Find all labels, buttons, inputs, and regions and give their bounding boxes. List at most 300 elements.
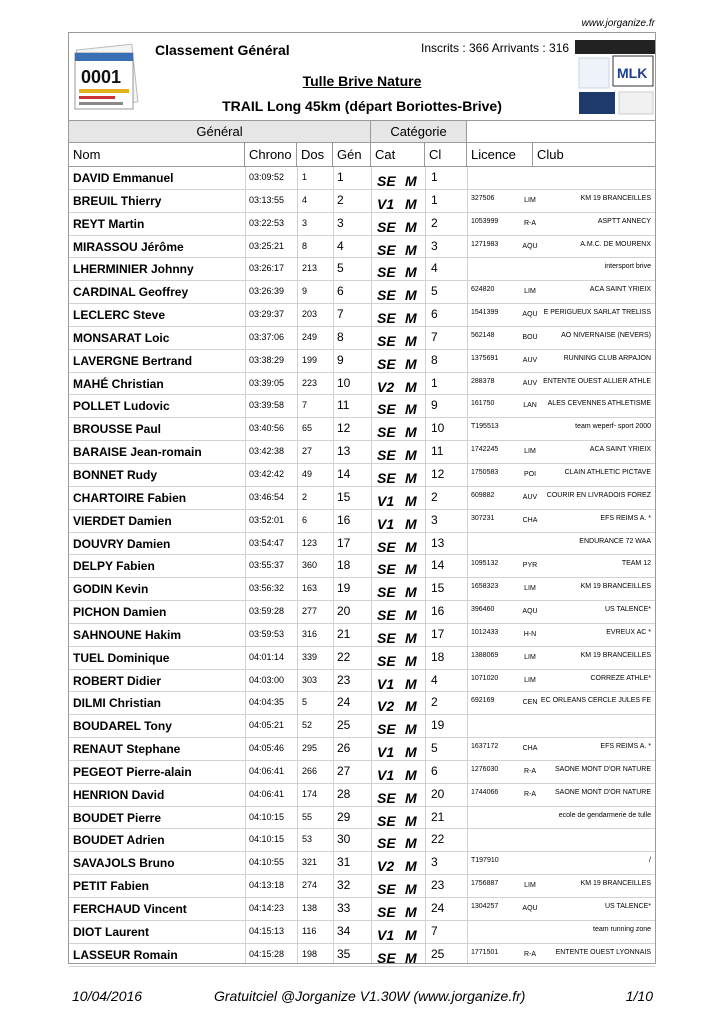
overall-rank: 30	[337, 832, 351, 847]
overall-rank: 32	[337, 878, 351, 893]
table-row	[69, 921, 655, 944]
finish-time: 03:56:32	[249, 583, 285, 594]
col-club: Club	[537, 147, 564, 162]
runner-name: LHERMINIER Johnny	[73, 262, 194, 277]
bib-number: 277	[302, 606, 318, 617]
sex: M	[405, 492, 417, 509]
league: PYR	[522, 562, 538, 570]
club-name: COURIR EN LIVRADOIS FOREZ	[546, 491, 651, 499]
category: SE	[377, 629, 396, 646]
sex: M	[405, 447, 417, 464]
category: SE	[377, 173, 396, 189]
sex: M	[405, 698, 417, 715]
sex: M	[405, 469, 417, 486]
sex: M	[405, 904, 417, 920]
category-rank: 21	[431, 809, 445, 824]
table-row	[69, 213, 655, 236]
sex: M	[405, 287, 417, 304]
category: V1	[377, 675, 395, 692]
licence-number: 1095132	[471, 560, 499, 568]
licence-number: T197910	[471, 857, 499, 865]
league: LIM	[524, 448, 536, 456]
sex: M	[405, 652, 417, 669]
finish-time: 04:10:15	[249, 834, 285, 845]
club-name: ACA SAINT YRIEIX	[589, 446, 651, 454]
category: SE	[377, 264, 396, 281]
category-rank: 18	[431, 649, 445, 664]
category: V1	[377, 492, 395, 509]
sex: M	[405, 629, 417, 646]
club-name: team running zone	[593, 925, 651, 933]
finish-time: 03:54:47	[249, 537, 285, 548]
licence-number: 1271983	[471, 240, 499, 248]
runner-name: BOUDET Pierre	[73, 810, 162, 825]
league: AUV	[522, 493, 538, 501]
finish-time: 03:46:54	[249, 491, 285, 502]
runner-name: BROUSSE Paul	[73, 422, 162, 437]
bib-number: 8	[302, 240, 308, 251]
category-rank: 3	[431, 238, 438, 253]
bib-number: 49	[302, 468, 313, 479]
overall-rank: 6	[337, 284, 344, 299]
category: V1	[377, 515, 395, 532]
sex: M	[405, 835, 417, 852]
overall-rank: 23	[337, 672, 351, 687]
finish-time: 04:04:35	[249, 697, 285, 708]
bib-number: 9	[302, 286, 308, 297]
table-row	[69, 487, 655, 510]
sex: M	[405, 789, 417, 806]
finish-time: 03:52:01	[249, 514, 285, 525]
licence-number: 1771501	[471, 948, 499, 956]
site-url[interactable]: www.jorganize.fr	[581, 18, 655, 29]
league: AUV	[522, 356, 538, 364]
sex: M	[405, 310, 417, 327]
club-name: E PERIGUEUX SARLAT TRELISS	[543, 309, 651, 317]
bib-number: 163	[302, 583, 318, 594]
category: SE	[377, 424, 396, 441]
runner-name: BOUDAREL Tony	[73, 719, 172, 734]
league: BOU	[522, 333, 538, 341]
bib-number: 198	[302, 948, 318, 959]
league: AQU	[522, 608, 538, 616]
club-name: KM 19 BRANCEILLES	[580, 583, 651, 591]
league: R-A	[523, 950, 537, 958]
category: SE	[377, 789, 396, 806]
category-rank: 1	[431, 170, 438, 184]
category: SE	[377, 835, 396, 852]
sex: M	[405, 926, 417, 943]
bib-number: 6	[302, 514, 308, 525]
finish-time: 04:10:15	[249, 811, 285, 822]
group-header-blank	[467, 120, 655, 143]
category-rank: 3	[431, 512, 438, 527]
category: SE	[377, 332, 396, 349]
sex: M	[405, 401, 417, 418]
footer-date: 10/04/2016	[72, 988, 143, 1004]
category: SE	[377, 584, 396, 601]
table-row	[69, 373, 655, 396]
table-row	[69, 715, 655, 738]
finish-time: 03:59:28	[249, 606, 285, 617]
sex: M	[405, 195, 417, 212]
overall-rank: 33	[337, 901, 351, 915]
finish-time: 03:55:37	[249, 560, 285, 571]
finish-time: 03:26:39	[249, 286, 285, 297]
sex: M	[405, 607, 417, 624]
bib-number: 303	[302, 674, 318, 685]
club-name: team weperf- sport 2000	[575, 423, 651, 431]
bib-number: 7	[302, 400, 308, 411]
group-header-general: Général	[69, 120, 371, 143]
club-name: RUNNING CLUB ARPAJON	[563, 354, 651, 362]
table-row	[69, 350, 655, 373]
table-row	[69, 944, 655, 967]
finish-time: 03:26:17	[249, 263, 285, 274]
league: R-A	[523, 767, 537, 775]
league: AUV	[522, 379, 538, 387]
table-row	[69, 418, 655, 441]
category-rank: 4	[431, 261, 438, 276]
overall-rank: 13	[337, 444, 351, 459]
event-name: Tulle Brive Nature	[302, 73, 422, 89]
runner-name: TUEL Dominique	[73, 650, 170, 665]
runner-name: ROBERT Didier	[73, 673, 162, 688]
table-row	[69, 898, 655, 921]
club-name: EVREUX AC *	[606, 628, 651, 636]
category-rank: 25	[431, 946, 445, 961]
overall-rank: 3	[337, 215, 344, 230]
category: SE	[377, 287, 396, 304]
table-row	[69, 852, 655, 875]
runner-name: BONNET Rudy	[73, 467, 157, 482]
overall-rank: 27	[337, 763, 351, 778]
finish-time: 03:09:52	[249, 172, 285, 182]
bib-number: 360	[302, 560, 318, 571]
sex: M	[405, 881, 417, 898]
finish-time: 03:13:55	[249, 194, 285, 205]
ranking-title: Classement Général	[155, 42, 290, 58]
category-rank: 5	[431, 284, 438, 299]
licence-number: 1658323	[471, 583, 499, 591]
finish-time: 04:06:41	[249, 788, 285, 799]
bib-number: 321	[302, 857, 318, 868]
course-name: TRAIL Long 45km (départ Boriottes-Brive)	[222, 98, 502, 114]
sex: M	[405, 675, 417, 692]
category: SE	[377, 310, 396, 327]
table-row	[69, 670, 655, 693]
overall-rank: 21	[337, 626, 351, 641]
sex: M	[405, 812, 417, 829]
finish-time: 04:01:14	[249, 651, 285, 662]
league: LIM	[524, 653, 536, 661]
licence-number: 692169	[471, 697, 495, 705]
category-rank: 23	[431, 878, 445, 893]
club-name: EFS REIMS A. *	[600, 743, 651, 751]
licence-number: 609882	[471, 491, 495, 499]
sex: M	[405, 378, 417, 395]
club-name: ENTENTE OUEST LYONNAIS	[555, 948, 651, 956]
category-rank: 1	[431, 192, 438, 207]
table-row	[69, 761, 655, 784]
category-rank: 22	[431, 832, 445, 847]
league: H-N	[523, 630, 537, 638]
category: V1	[377, 744, 395, 761]
overall-rank: 17	[337, 535, 351, 550]
category: V2	[377, 378, 395, 395]
category: SE	[377, 241, 396, 258]
licence-number: 1276030	[471, 765, 499, 773]
category-rank: 16	[431, 604, 445, 619]
club-name: CLAIN ATHLETIC PICTAVE	[564, 468, 651, 476]
category-rank: 5	[431, 741, 438, 756]
category-rank: 19	[431, 718, 445, 733]
runner-name: HENRION David	[73, 787, 165, 802]
licence-number: 1756887	[471, 880, 499, 888]
bib-number: 295	[302, 743, 318, 754]
finish-time: 03:38:29	[249, 354, 285, 365]
table-row	[69, 464, 655, 487]
overall-rank: 24	[337, 695, 351, 710]
overall-rank: 14	[337, 466, 351, 481]
club-name: CORREZE ATHLE*	[590, 674, 651, 682]
finish-time: 04:13:18	[249, 880, 285, 891]
bib-number: 316	[302, 628, 318, 639]
finish-time: 03:39:58	[249, 400, 285, 411]
licence-number: 396460	[471, 606, 495, 614]
overall-rank: 15	[337, 489, 351, 504]
licence-number: 1750583	[471, 468, 499, 476]
table-row	[69, 395, 655, 418]
runner-name: POLLET Ludovic	[73, 399, 170, 414]
sex: M	[405, 766, 417, 783]
category-rank: 4	[431, 672, 438, 687]
category: SE	[377, 561, 396, 578]
table-row	[69, 875, 655, 898]
finish-time: 03:37:06	[249, 331, 285, 342]
runner-name: BREUIL Thierry	[73, 193, 162, 208]
licence-number: 1388069	[471, 651, 499, 659]
bib-number: 4	[302, 194, 308, 205]
col-gen: Gén	[333, 143, 371, 166]
category: SE	[377, 401, 396, 418]
bib-number: 52	[302, 720, 313, 731]
overall-rank: 2	[337, 192, 344, 207]
finish-time: 03:29:37	[249, 309, 285, 320]
category: SE	[377, 607, 396, 624]
finish-time: 04:15:13	[249, 925, 285, 936]
table-row	[69, 647, 655, 670]
footer-software[interactable]: Gratuitciel @Jorganize V1.30W (www.jorganize.fr)	[214, 988, 526, 1004]
league: AQU	[522, 905, 538, 912]
overall-rank: 4	[337, 238, 344, 253]
licence-number: 327506	[471, 194, 495, 202]
category: SE	[377, 218, 396, 235]
club-name: SAONE MONT D'OR NATURE	[555, 765, 651, 773]
bib-number: 339	[302, 651, 318, 662]
league: CHA	[522, 516, 538, 524]
sex: M	[405, 173, 417, 189]
table-row	[69, 190, 655, 213]
club-name: ACA SAINT YRIEIX	[589, 286, 651, 294]
licence-number: 1053999	[471, 217, 499, 225]
table-row	[69, 281, 655, 304]
results-header	[69, 33, 655, 118]
club-name: KM 19 BRANCEILLES	[580, 651, 651, 659]
club-name: ALES CEVENNES ATHLETISME	[547, 400, 651, 408]
runner-name: MONSARAT Loic	[73, 330, 170, 345]
overall-rank: 31	[337, 855, 351, 870]
runner-name: FERCHAUD Vincent	[73, 902, 187, 916]
runner-name: RENAUT Stephane	[73, 742, 181, 757]
category-rank: 9	[431, 398, 438, 413]
overall-rank: 20	[337, 604, 351, 619]
overall-rank: 29	[337, 809, 351, 824]
bib-number: 2	[302, 491, 308, 502]
category-rank: 2	[431, 215, 438, 230]
bib-number: 174	[302, 788, 318, 799]
category: V1	[377, 926, 395, 943]
category: SE	[377, 469, 396, 486]
finish-time: 03:59:53	[249, 628, 285, 639]
club-name: A.M.C. DE MOURENX	[580, 240, 651, 248]
licence-number: 161750	[471, 400, 495, 408]
finish-time: 03:25:21	[249, 240, 285, 251]
col-licence: Licence	[467, 143, 533, 166]
participants-count: Inscrits : 366 Arrivants : 316	[421, 41, 570, 55]
licence-number: 624820	[471, 286, 495, 294]
category: SE	[377, 904, 396, 920]
sex: M	[405, 424, 417, 441]
category: V1	[377, 766, 395, 783]
league: LIM	[524, 882, 536, 890]
league: AQU	[522, 311, 538, 319]
col-cat: Cat	[371, 143, 425, 166]
licence-number: 1071020	[471, 674, 499, 682]
runner-name: BARAISE Jean-romain	[73, 445, 202, 460]
finish-time: 04:05:21	[249, 720, 285, 731]
category: V2	[377, 858, 395, 875]
overall-rank: 22	[337, 649, 351, 664]
league: POI	[523, 470, 537, 478]
licence-number: 1375691	[471, 354, 499, 362]
licence-number: 1742245	[471, 446, 499, 454]
league: R-A	[523, 219, 537, 227]
league: LIM	[524, 585, 536, 593]
column-header-row	[69, 143, 655, 167]
runner-name: LECLERC Steve	[73, 308, 166, 323]
club-name: ENTENTE OUEST ALLIER ATHLE	[543, 377, 651, 385]
sex: M	[405, 332, 417, 349]
runner-name: DILMI Christian	[73, 696, 162, 711]
category-rank: 13	[431, 535, 445, 550]
league: LIM	[524, 676, 536, 684]
league: CHA	[522, 745, 538, 753]
category-rank: 2	[431, 695, 438, 710]
bib-number: 55	[302, 811, 313, 822]
league: LAN	[523, 402, 537, 410]
club-name: ecole de gendarmerie de tulle	[558, 811, 651, 819]
runner-name: MAHÉ Christian	[73, 376, 164, 391]
category: SE	[377, 881, 396, 898]
table-row	[69, 784, 655, 807]
category-rank: 8	[431, 352, 438, 367]
overall-rank: 10	[337, 375, 351, 390]
finish-time: 03:40:56	[249, 423, 285, 434]
club-name: TEAM 12	[621, 560, 651, 568]
table-row	[69, 327, 655, 350]
overall-rank: 12	[337, 421, 351, 436]
finish-time: 03:42:42	[249, 468, 285, 479]
licence-number: 1012433	[471, 628, 499, 636]
table-row	[69, 236, 655, 259]
bib-number: 116	[302, 925, 317, 936]
sex: M	[405, 744, 417, 761]
sex: M	[405, 355, 417, 372]
category: SE	[377, 721, 396, 738]
club-name: ASPTT ANNECY	[597, 217, 651, 225]
table-row	[69, 829, 655, 852]
bib-number: 138	[302, 903, 318, 913]
category-rank: 24	[431, 901, 445, 915]
table-row	[69, 738, 655, 761]
runner-name: SAHNOUNE Hakim	[73, 627, 182, 642]
overall-rank: 1	[337, 170, 344, 184]
category-rank: 1	[431, 375, 438, 390]
category-rank: 6	[431, 307, 438, 322]
runner-name: DAVID Emmanuel	[73, 171, 174, 185]
licence-number: 288378	[471, 377, 495, 385]
bib-number: 1	[302, 172, 308, 182]
finish-time: 04:10:55	[249, 857, 285, 868]
sponsor-logo-text: MLK	[617, 65, 648, 81]
table-row	[69, 258, 655, 281]
overall-rank: 8	[337, 329, 344, 344]
category: SE	[377, 447, 396, 464]
bib-number: 203	[302, 309, 318, 320]
runner-name: CHARTOIRE Fabien	[73, 490, 187, 505]
table-row	[69, 510, 655, 533]
bib-number: 249	[302, 331, 318, 342]
finish-time: 04:05:46	[249, 743, 285, 754]
sex: M	[405, 241, 417, 258]
club-name: US TALENCE*	[604, 606, 651, 614]
col-dos: Dos	[297, 143, 333, 166]
finish-time: 04:06:41	[249, 765, 285, 776]
runner-name: DOUVRY Damien	[73, 536, 171, 551]
col-cl: Cl	[425, 143, 467, 166]
overall-rank: 19	[337, 581, 351, 596]
runner-name: PEGEOT Pierre-alain	[73, 764, 192, 779]
runner-name: VIERDET Damien	[73, 513, 172, 528]
category-rank: 15	[431, 581, 445, 596]
results-frame	[68, 32, 656, 964]
finish-time: 04:15:28	[249, 948, 285, 959]
league: LIM	[524, 196, 536, 204]
licence-number: 307231	[471, 514, 495, 522]
category: SE	[377, 812, 396, 829]
category: SE	[377, 538, 396, 555]
category-rank: 6	[431, 763, 438, 778]
club-name: /	[649, 857, 651, 865]
bib-number: 5	[302, 697, 308, 708]
bib-number: 123	[302, 537, 318, 548]
overall-rank: 7	[337, 307, 344, 322]
table-row	[69, 578, 655, 601]
runner-name: GODIN Kevin	[73, 582, 149, 597]
bib-number: 213	[302, 263, 318, 274]
table-row	[69, 167, 655, 190]
